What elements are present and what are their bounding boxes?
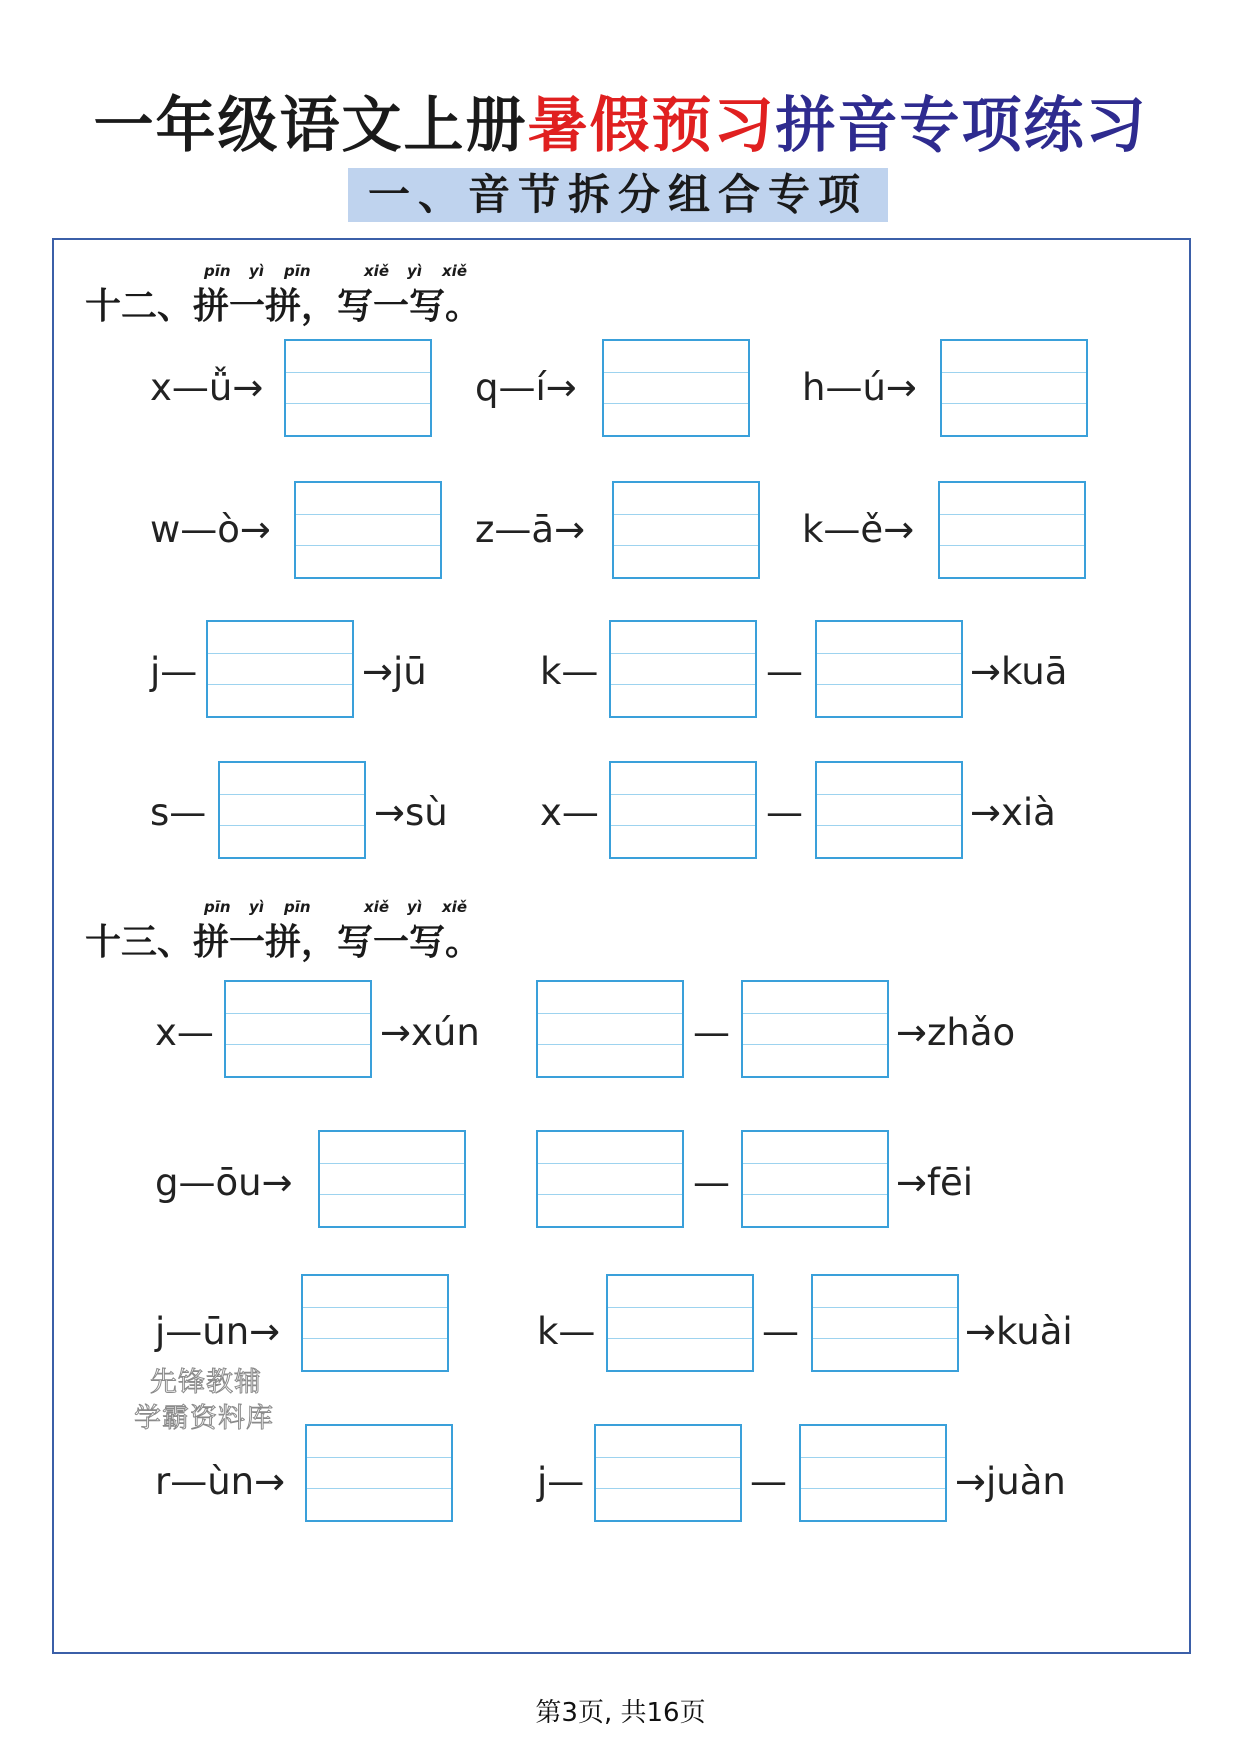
heading-pinyin: pīn — [204, 262, 231, 280]
heading-pinyin: yì — [249, 898, 264, 916]
dash: — — [766, 791, 803, 834]
answer-box[interactable] — [799, 1424, 947, 1522]
title-part-red: 暑假预习 — [527, 91, 776, 161]
answer-box[interactable] — [815, 761, 963, 859]
answer-box[interactable] — [536, 1130, 684, 1228]
dash: — — [762, 1310, 799, 1353]
syllable-prompt: x— — [540, 791, 599, 834]
syllable-prompt: j—ūn→ — [155, 1310, 281, 1353]
syllable-result: →jū — [362, 650, 427, 693]
syllable-result: →kuài — [965, 1310, 1073, 1353]
answer-box[interactable] — [612, 481, 760, 579]
syllable-prompt: j— — [150, 650, 198, 693]
syllable-result: →xià — [970, 791, 1056, 834]
heading-pinyin: yì — [407, 262, 422, 280]
section-13-heading: 十三、拼一拼，写一写。 — [85, 921, 482, 963]
syllable-prompt: k—ě→ — [802, 508, 915, 551]
answer-box[interactable] — [741, 1130, 889, 1228]
syllable-prompt: x— — [155, 1011, 214, 1054]
title-part-blue: 拼音专项练习 — [775, 91, 1148, 161]
answer-box[interactable] — [602, 339, 750, 437]
answer-box[interactable] — [938, 481, 1086, 579]
heading-pinyin: xiě — [442, 262, 467, 280]
answer-box[interactable] — [741, 980, 889, 1078]
syllable-prompt: h—ú→ — [802, 366, 917, 409]
heading-pinyin: yì — [407, 898, 422, 916]
answer-box[interactable] — [815, 620, 963, 718]
page-footer: 第3页, 共16页 — [535, 1698, 706, 1728]
syllable-result: →sù — [374, 791, 448, 834]
section-12-heading: 十二、拼一拼，写一写。 — [85, 285, 482, 327]
title-part-black: 一年级语文上册 — [93, 91, 528, 161]
answer-box[interactable] — [224, 980, 372, 1078]
syllable-prompt: j— — [537, 1460, 585, 1503]
syllable-result: →fēi — [896, 1161, 974, 1204]
section-subtitle: 一、音节拆分组合专项 — [348, 168, 888, 222]
answer-box[interactable] — [594, 1424, 742, 1522]
dash: — — [693, 1161, 730, 1204]
syllable-prompt: k— — [540, 650, 599, 693]
heading-pinyin: pīn — [284, 898, 311, 916]
syllable-prompt: k— — [537, 1310, 596, 1353]
answer-box[interactable] — [284, 339, 432, 437]
page-title — [0, 78, 1241, 164]
heading-pinyin: xiě — [442, 898, 467, 916]
heading-pinyin: pīn — [284, 262, 311, 280]
heading-pinyin: yì — [249, 262, 264, 280]
heading-pinyin: xiě — [364, 898, 389, 916]
answer-box[interactable] — [318, 1130, 466, 1228]
watermark-line2: 学霸资料库 — [134, 1403, 274, 1434]
syllable-result: →zhǎo — [896, 1011, 1016, 1054]
answer-box[interactable] — [609, 620, 757, 718]
syllable-result: →juàn — [955, 1460, 1066, 1503]
answer-box[interactable] — [206, 620, 354, 718]
answer-box[interactable] — [811, 1274, 959, 1372]
syllable-prompt: w—ò→ — [150, 508, 271, 551]
answer-box[interactable] — [609, 761, 757, 859]
answer-box[interactable] — [301, 1274, 449, 1372]
answer-box[interactable] — [940, 339, 1088, 437]
answer-box[interactable] — [218, 761, 366, 859]
syllable-prompt: x—ǚ→ — [150, 366, 264, 409]
dash: — — [750, 1460, 787, 1503]
dash: — — [766, 650, 803, 693]
syllable-result: →kuā — [970, 650, 1068, 693]
answer-box[interactable] — [294, 481, 442, 579]
syllable-prompt: q—í→ — [475, 366, 577, 409]
dash: — — [693, 1011, 730, 1054]
answer-box[interactable] — [606, 1274, 754, 1372]
syllable-prompt: s— — [150, 791, 207, 834]
heading-pinyin: pīn — [204, 898, 231, 916]
syllable-prompt: r—ùn→ — [155, 1460, 286, 1503]
watermark-line1: 先锋教辅 — [150, 1367, 262, 1398]
answer-box[interactable] — [536, 980, 684, 1078]
answer-box[interactable] — [305, 1424, 453, 1522]
syllable-prompt: g—ōu→ — [155, 1161, 293, 1204]
syllable-prompt: z—ā→ — [475, 508, 586, 551]
syllable-result: →xún — [380, 1011, 480, 1054]
heading-pinyin: xiě — [364, 262, 389, 280]
